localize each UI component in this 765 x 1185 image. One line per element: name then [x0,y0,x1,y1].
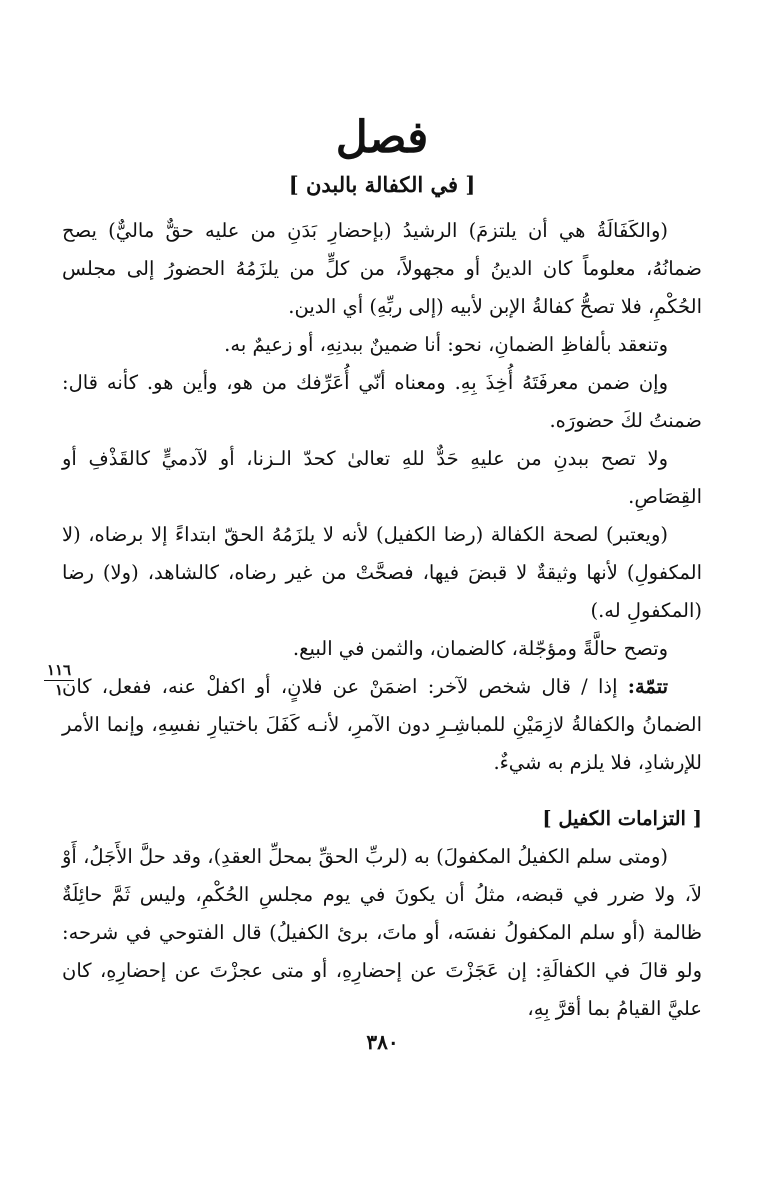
page-number: ٣٨٠ [366,1030,399,1054]
tatimma-label: تتمّة: [627,675,669,698]
margin-folio-number: ١١٦ [44,663,74,681]
paragraph-consent: (ويعتبر) لصحة الكفالة (رضا الكفيل) لأنه لا يلزَمُهُ الحقّ ابتداءً إلا برضاه، (لا المكفولِ) لأنها وثيقةٌ لا قبضَ فيها، فصحَّتْ من غير رضاه، كالشاهد، (ولا) رضا (المكفولِ له.) [62,523,702,622]
body-text [62,212,702,1028]
paragraph-deferred: وتصح حالَّةً ومؤجّلة، كالضمان، والثمن في البيع. [292,637,668,660]
tatimma-text: إذا / قال شخص لآخر: اضمَنْ عن فلانٍ، أو اكفلْ عنه، ففعل، كان الضمانُ والكفالةُ لازِمَيْنِ للمباشِـرِ دون الآمرِ، لأنـه كَفَلَ باختيارِ نفسِهِ، وإنما الأمر للإرشادِ، فلا يلزم به شيءٌ. [62,675,702,774]
paragraph-hadd-exclusion: ولا تصح ببدنِ من عليهِ حَدٌّ للهِ تعالىٰ كحدّ الـزنا، أو لآدميٍّ كالقَذْفِ أو القِصَاصِ. [62,447,702,508]
paragraph-formation: وتنعقد بألفاظِ الضمانِ، نحو: أنا ضمينٌ ببدنِهِ، أو زعيمٌ به. [224,333,668,356]
section-title: [ في الكفالة بالبدن ] [288,172,476,197]
fasl-calligraphy-heading: فصل [335,112,429,163]
paragraph-knowledge-guarantee: وإن ضمن معرفَتَهُ أُخِذَ بِهِ. ومعناه أنّي أُعَرِّفك من هو، وأين هو. كأنه قال: ضمنتُ لكَ حضورَه. [62,371,702,432]
paragraph-definition: (والكَفَالَةُ هي أن يلتزمَ) الرشيدُ (بإحضارِ بَدَنِ من عليه حقٌّ ماليٌّ) يصح ضمانُهُ، معلوماً كان الدينُ أو مجهولاً، من كلٍّ من يلزَمُهُ الحضورُ إلى مجلس الحُكْمِ، فلا تصحُّ كفالةُ الإبن لأبيه (إلى ربِّهِ) أي الدين. [62,219,702,318]
margin-folio-side: ١ [54,681,64,699]
paragraph-tatimma [62,668,702,782]
paragraph-release: (ومتى سلم الكفيلُ المكفولَ) به (لربِّ الحقِّ بمحلِّ العقدِ)، وقد حلَّ الأَجَلُ، أَوْ لاَ، ولا ضرر في قبضه، مثلُ أن يكونَ في يوم مجلسِ الحُكْمِ، وليس ثَمَّ حائِلَةٌ ظالمة (أو سلم المكفولُ نفسَه، أو ماتَ، برئ الكفيلُ) قال الفتوحي في شرحه: ولو قالَ في الكفالَةِ: إن عَجَزْتَ عن إحضارِهِ، أو متى عجزْتَ عن إحضارِهِ، كان عليَّ القيامُ بما أقرَّ بِهِ، [62,845,702,1020]
margin-folio-note [44,663,74,698]
subheading-guarantor-obligations: [ التزامات الكفيل ] [542,807,702,830]
